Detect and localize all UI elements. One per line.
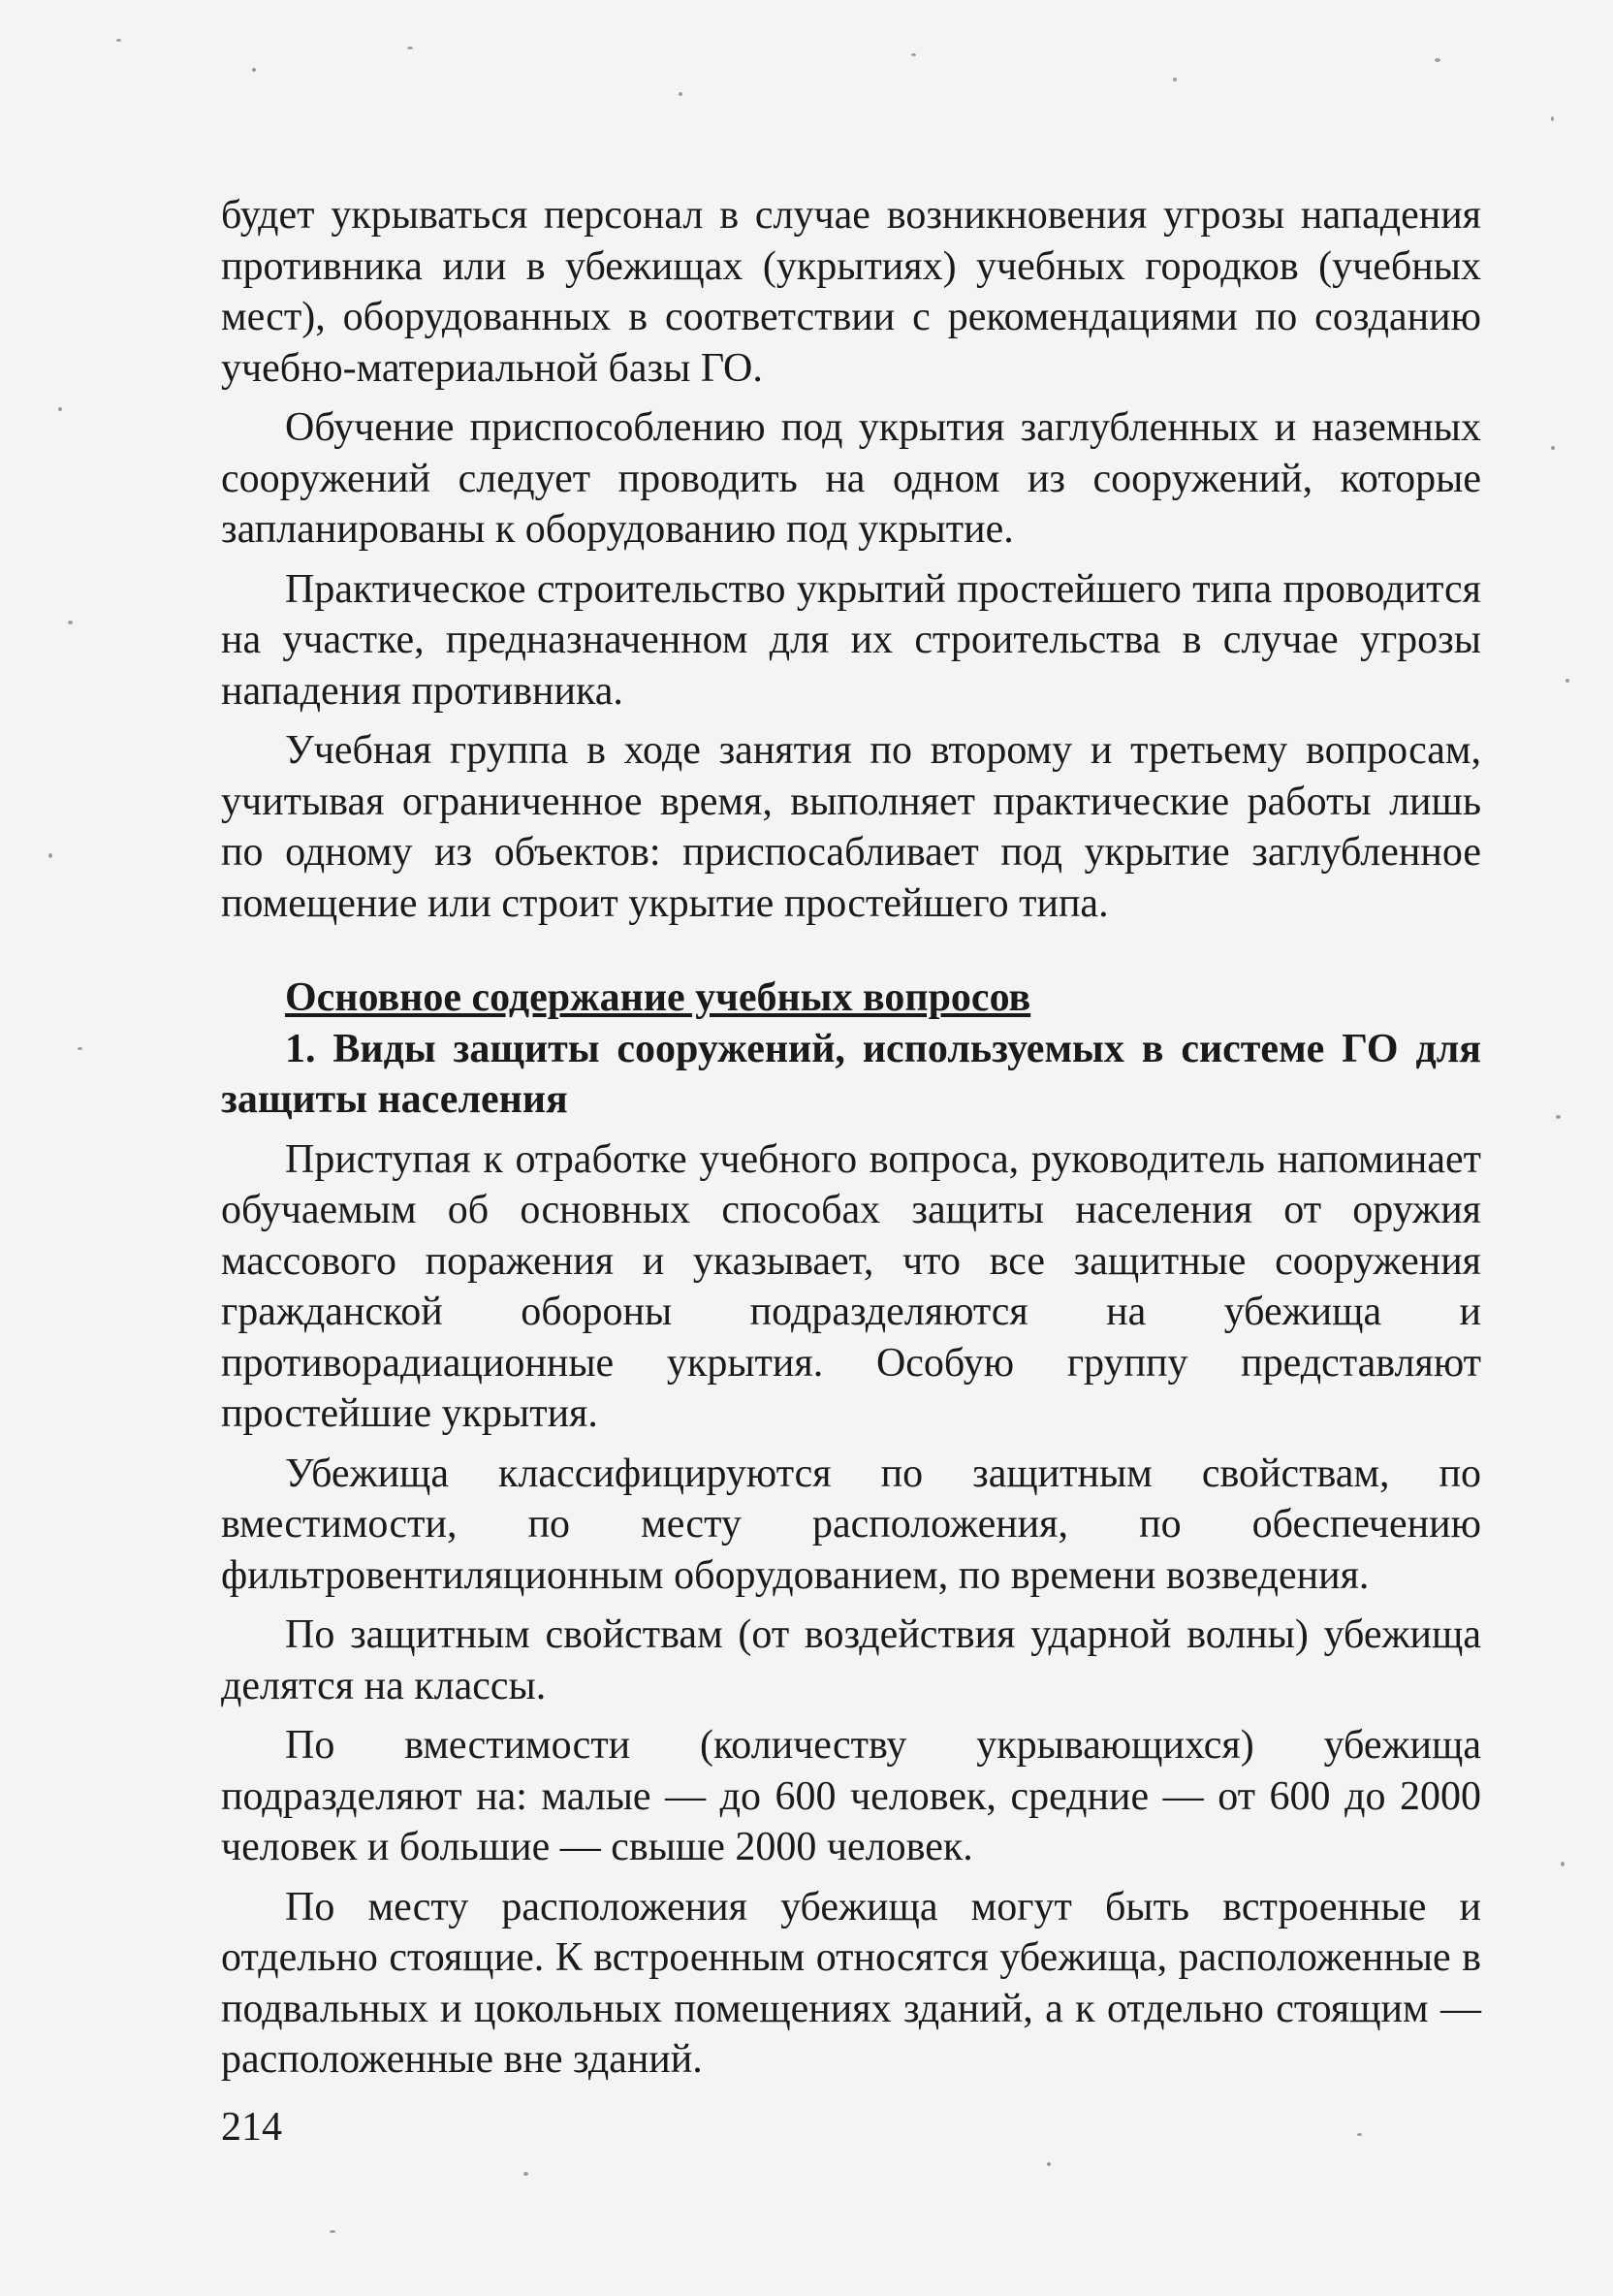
page-number: 214 [221,2105,282,2150]
section-title: Основное содержание учебных вопросов [285,975,1031,1020]
paragraph: Практическое строительство укрытий простейшего типа проводится на участке, предназначенном для их строительства в случае угрозы нападения противника. [221,566,1481,714]
paragraph: Обучение приспособлению под укрытия заглубленных и наземных сооружений следует проводить на одном из сооружений, которые запланированы к оборудованию под укрытие. [221,405,1481,552]
paragraph: будет укрываться персонал в случае возникновения угрозы нападения противника или в убежищах (укрытиях) учебных городков (учебных мест), оборудованных в соответствии с рекомендациями по созданию учебно-материальной базы ГО. [221,193,1481,391]
paragraph: Учебная группа в ходе занятия по второму и третьему вопросам, учитывая ограниченное время, выполняет практические работы лишь по одному из объектов: приспосабливает под укрытие заглубленное помещение или строит укрытие простейшего типа. [221,728,1481,926]
paragraph: По месту расположения убежища могут быть встроенные и отдельно стоящие. К встроенным относятся убежища, расположенные в подвальных и цокольных помещениях зданий, а к отдельно стоящим — расположенные вне зданий. [221,1884,1481,2082]
page-body [221,190,1481,2094]
paragraph: По вместимости (количеству укрывающихся) убежища подразделяют на: малые — до 600 человек, средние — от 600 до 2000 человек и большие — свыше 2000 человек. [221,1723,1481,1869]
subsection-title: 1. Виды защиты сооружений, используемых в системе ГО для защиты населения [221,1026,1481,1122]
paragraph: Убежища классифицируются по защитным свойствам, по вместимости, по месту расположения, по обеспечению фильтровентиляционным оборудованием, по времени возведения. [221,1451,1481,1598]
paragraph: Приступая к отработке учебного вопроса, руководитель напоминает обучаемым об основных способах защиты населения от оружия массового поражения и указывает, что все защитные сооружения гражданской обороны подразделяются на убежища и противорадиационные укрытия. Особую группу представляют простейшие укрытия. [221,1136,1481,1436]
paragraph: По защитным свойствам (от воздействия ударной волны) убежища делятся на классы. [221,1612,1481,1708]
